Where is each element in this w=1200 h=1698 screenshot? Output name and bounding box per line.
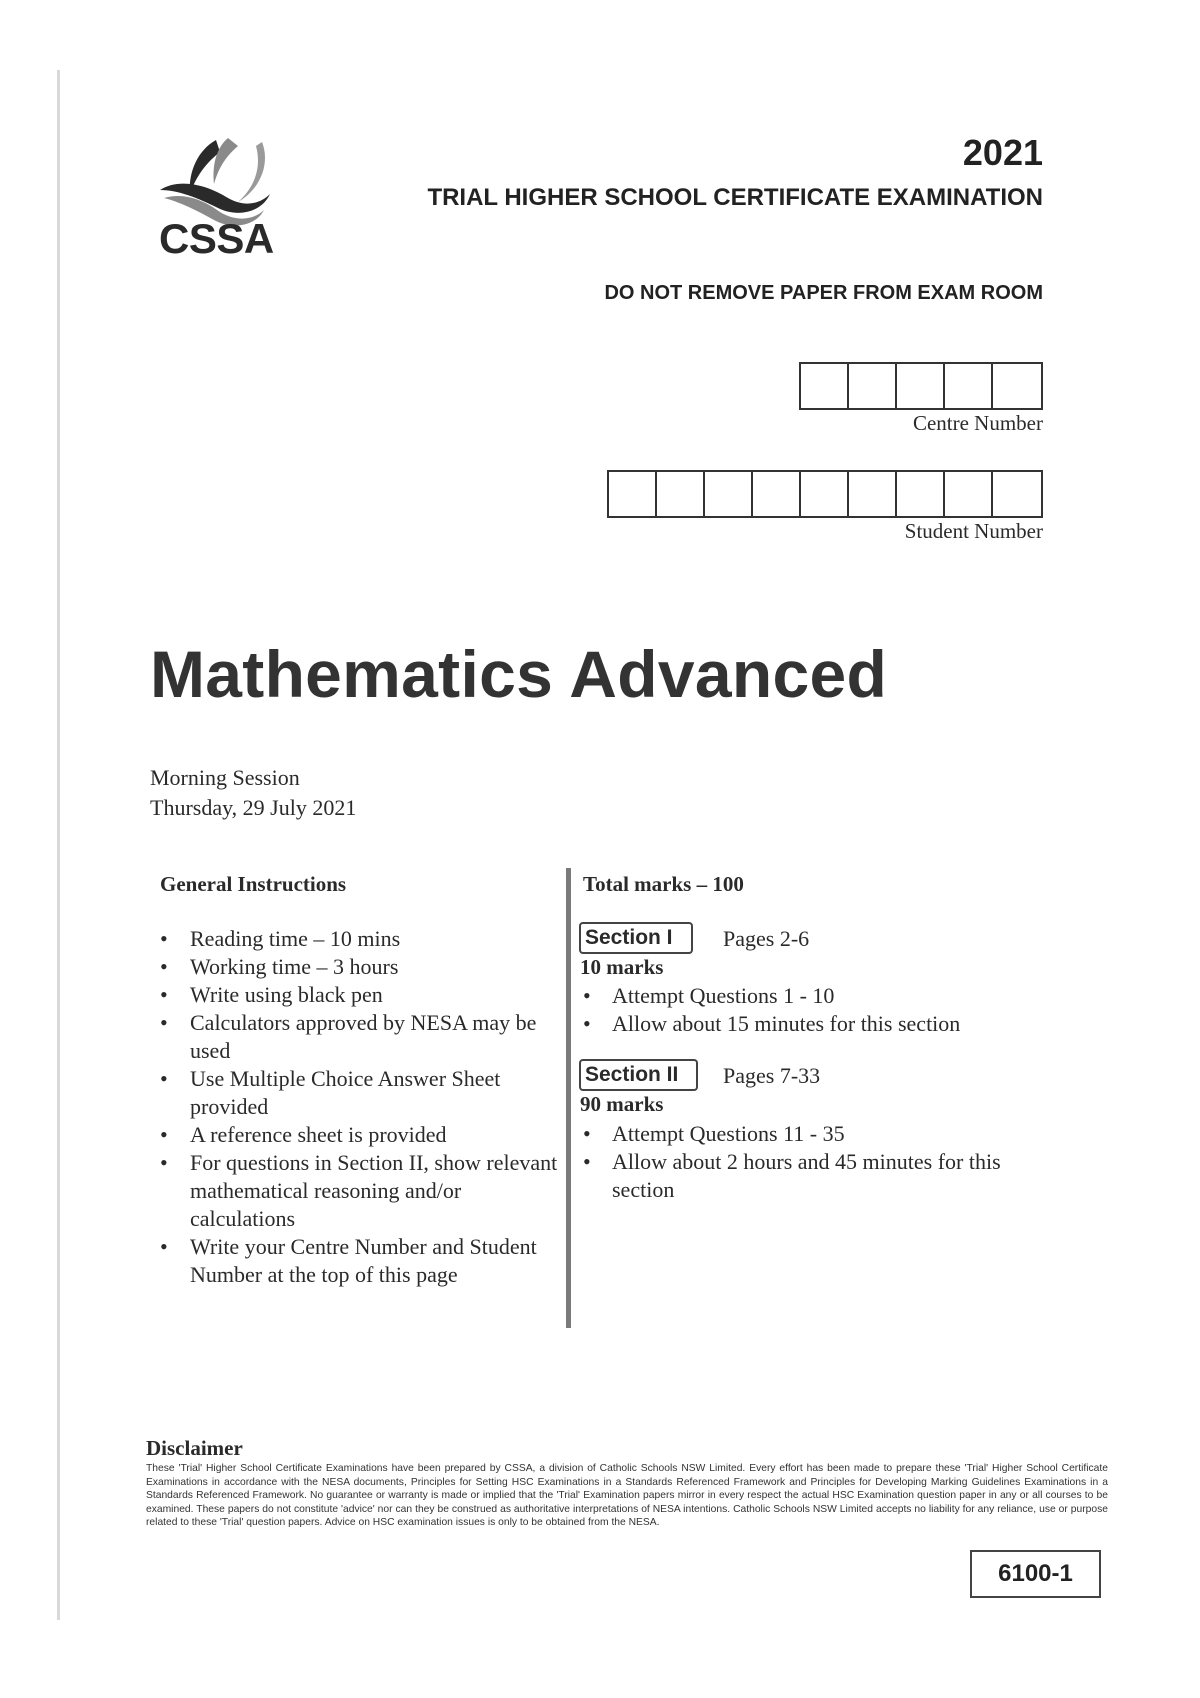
exam-year: 2021	[962, 132, 1043, 173]
section-item: • Allow about 2 hours and 45 minutes for this section	[580, 1148, 1050, 1204]
paper-code: 6100-1	[970, 1550, 1101, 1598]
instruction-item: • Use Multiple Choice Answer Sheet provided	[160, 1065, 570, 1121]
centre-number-box[interactable]	[849, 364, 897, 408]
section-item: • Attempt Questions 1 - 10	[580, 982, 1050, 1010]
disclaimer-heading: Disclaimer	[146, 1436, 243, 1460]
student-number-box[interactable]	[801, 472, 849, 516]
section-2-label: Section II	[579, 1059, 698, 1091]
student-number-box[interactable]	[657, 472, 705, 516]
centre-number-box[interactable]	[945, 364, 993, 408]
student-number-box[interactable]	[753, 472, 801, 516]
student-number-label: Student Number	[904, 519, 1043, 543]
student-number-box[interactable]	[993, 472, 1041, 516]
instruction-item: • Write your Centre Number and Student Number at the top of this page	[160, 1233, 570, 1289]
instruction-item: • A reference sheet is provided	[160, 1121, 570, 1149]
general-instructions-list	[160, 925, 570, 1289]
exam-notice: DO NOT REMOVE PAPER FROM EXAM ROOM	[604, 282, 1043, 304]
student-number-box[interactable]	[609, 472, 657, 516]
student-number-box[interactable]	[897, 472, 945, 516]
instruction-item: • Calculators approved by NESA may be used	[160, 1009, 570, 1065]
instruction-item: • Working time – 3 hours	[160, 953, 570, 981]
section-item: • Attempt Questions 11 - 35	[580, 1120, 1050, 1148]
session-name: Morning Session	[150, 765, 300, 790]
section-2-list	[580, 1120, 1050, 1204]
session-info	[150, 763, 356, 823]
section-1-pages: Pages 2-6	[723, 926, 810, 951]
exam-title: TRIAL HIGHER SCHOOL CERTIFICATE EXAMINATION	[427, 184, 1043, 211]
instruction-item: • For questions in Section II, show relevant mathematical reasoning and/or calculations	[160, 1149, 570, 1233]
general-instructions-heading: General Instructions	[160, 872, 347, 896]
section-item: • Allow about 15 minutes for this section	[580, 1010, 1050, 1038]
disclaimer-text: These 'Trial' Higher School Certificate Examinations have been prepared by CSSA, a division of Catholic Schools NSW Limited. Every effort has been made to prepare these 'Trial' Higher School Certificate Examinations in accordance with the NESA documents, Principles for Setting HSC Examinations in a Standards Referenced Framework and Principles for Developing Marking Guidelines Examinations in a Standards Referenced Framework. No guarantee or warranty is made or implied that the 'Trial' Examination papers mirror in every respect the actual HSC Examination question paper in any or all courses to be examined. These papers do not constitute 'advice' nor can they be construed as authoritative interpretations of NESA intentions. Catholic Schools NSW Limited accepts no liability for any reliance, use or purpose related to these 'Trial' question papers. Advice on HSC examination issues is only to be obtained from the NESA.	[146, 1463, 1108, 1529]
column-divider	[566, 868, 571, 1328]
centre-number-boxes[interactable]	[799, 362, 1043, 410]
student-number-box[interactable]	[849, 472, 897, 516]
section-1-list	[580, 982, 1050, 1038]
page-margin-line	[57, 70, 60, 1620]
session-date: Thursday, 29 July 2021	[150, 795, 357, 820]
total-marks: Total marks – 100	[583, 872, 744, 896]
instruction-item: • Reading time – 10 mins	[160, 925, 570, 953]
section-2-pages: Pages 7-33	[723, 1063, 821, 1088]
student-number-box[interactable]	[705, 472, 753, 516]
instruction-item: • Write using black pen	[160, 981, 570, 1009]
section-2-marks: 90 marks	[580, 1092, 664, 1116]
student-number-boxes[interactable]	[607, 470, 1043, 518]
logo-wordmark: CSSA	[159, 215, 274, 262]
centre-number-box[interactable]	[801, 364, 849, 408]
centre-number-box[interactable]	[897, 364, 945, 408]
centre-number-label: Centre Number	[912, 411, 1043, 435]
section-1-label: Section I	[579, 922, 693, 954]
student-number-box[interactable]	[945, 472, 993, 516]
section-1-marks: 10 marks	[580, 955, 664, 979]
subject-title: Mathematics Advanced	[150, 637, 888, 711]
centre-number-box[interactable]	[993, 364, 1041, 408]
